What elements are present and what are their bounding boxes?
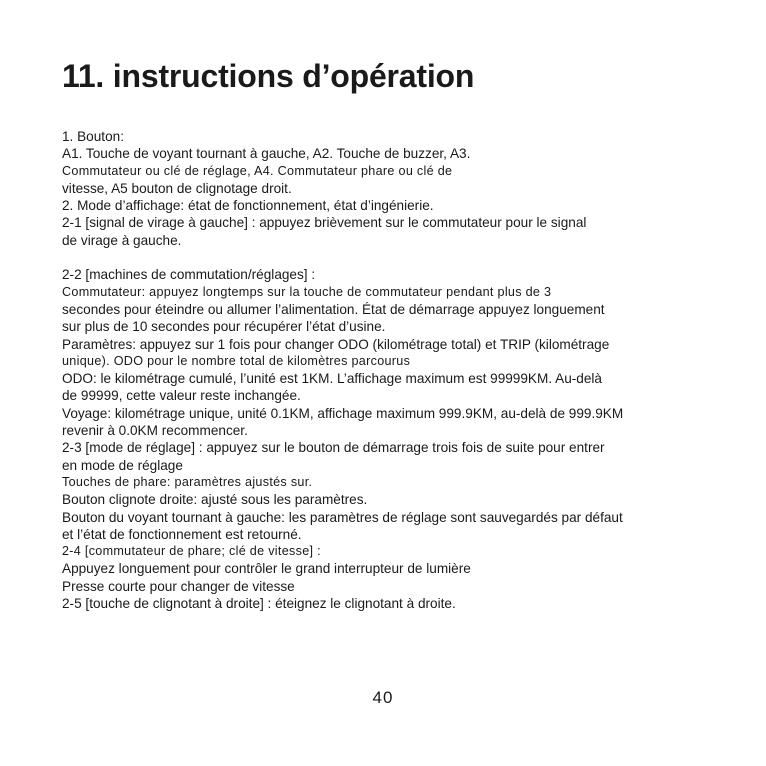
text-line: A1. Touche de voyant tournant à gauche, A2. Touche de buzzer, A3.: [62, 146, 471, 162]
text-line: vitesse, A5 bouton de clignotage droit.: [62, 180, 292, 196]
text-line: Touches de phare: paramètres ajustés sur.: [62, 474, 313, 489]
text-line: 2-3 [mode de réglage] : appuyez sur le bouton de démarrage trois fois de suite pour entrer: [62, 440, 605, 456]
text-line: Bouton clignote droite: ajusté sous les paramètres.: [62, 492, 368, 508]
text-line: Presse courte pour changer de vitesse: [62, 578, 295, 594]
text-line: 2-1 [signal de virage à gauche] : appuyez brièvement sur le commutateur pour le signal: [62, 215, 587, 231]
text-line: de virage à gauche.: [62, 232, 182, 248]
text-line: 1. Bouton:: [62, 129, 124, 144]
text-line: 2-2 [machines de commutation/réglages] :: [62, 267, 316, 283]
text-line: Commutateur ou clé de réglage, A4. Commutateur phare ou clé de: [62, 163, 453, 178]
text-line: revenir à 0.0KM recommencer.: [62, 423, 248, 439]
text-line: Appuyez longuement pour contrôler le grand interrupteur de lumière: [62, 561, 471, 577]
text-line: Paramètres: appuyez sur 1 fois pour changer ODO (kilométrage total) et TRIP (kilométrage: [62, 336, 610, 352]
text-line: Bouton du voyant tournant à gauche: les paramètres de réglage sont sauvegardés par défaut: [62, 509, 623, 525]
text-line: et l’état de fonctionnement est retourné.: [62, 526, 302, 542]
page-number: 40: [372, 688, 394, 707]
text-line: de 99999, cette valeur reste inchangée.: [62, 388, 301, 404]
text-line: 2-4 [commutateur de phare; clé de vitesse] :: [62, 544, 321, 559]
text-line: ODO: le kilométrage cumulé, l’unité est 1KM. L’affichage maximum est 99999KM. Au-delà: [62, 371, 602, 387]
text-line: en mode de réglage: [62, 457, 183, 473]
text-line: unique). ODO pour le nombre total de kilomètres parcourus: [62, 353, 411, 368]
blank-line: [62, 249, 732, 266]
text-line: secondes pour éteindre ou allumer l’alimentation. État de démarrage appuyez longuement: [62, 301, 605, 317]
instructions-body: [62, 128, 732, 612]
text-line: Voyage: kilométrage unique, unité 0.1KM, affichage maximum 999.9KM, au-delà de 999.9KM: [62, 405, 624, 421]
text-line: 2. Mode d’affichage: état de fonctionnement, état d’ingénierie.: [62, 198, 434, 214]
page-title: 11. instructions d’opération: [62, 58, 475, 94]
text-line: 2-5 [touche de clignotant à droite] : éteignez le clignotant à droite.: [62, 596, 456, 612]
text-line: sur plus de 10 secondes pour récupérer l’état d’usine.: [62, 319, 386, 335]
text-line: Commutateur: appuyez longtemps sur la touche de commutateur pendant plus de 3: [62, 284, 552, 299]
